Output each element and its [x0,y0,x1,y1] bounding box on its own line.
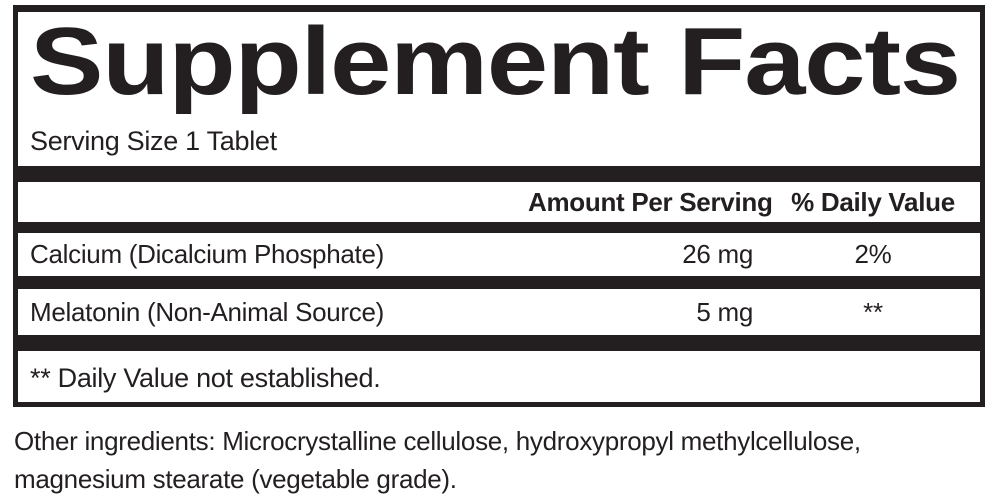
nutrient-daily-value: ** [863,296,883,327]
title-graphic [30,18,970,118]
table-header-row [18,182,980,222]
daily-value-footnote: ** Daily Value not established. [30,363,381,393]
supplement-facts-box [13,5,985,407]
other-ingredients-line-2: magnesium stearate (vegetable grade). [14,464,457,494]
supplement-label [0,5,1000,500]
title-block [18,18,980,118]
separator-bar-bottom [18,335,980,351]
serving-size: Serving Size 1 Tablet [30,126,277,156]
nutrient-amount: 5 mg [696,296,753,327]
other-ingredients-line-1: Other ingredients: Microcrystalline cellulose, hydroxypropyl methylcellulose, [14,426,861,456]
other-ingredients [14,422,994,498]
separator-bar-mid [18,276,980,289]
separator-bar-top [18,166,980,182]
table-row-melatonin [18,289,980,335]
table-row-calcium [18,233,980,276]
page-title: Supplement Facts [30,18,960,115]
nutrient-daily-value: 2% [854,239,892,269]
separator-bar-under-header [18,222,980,233]
header-percent-daily-value: % Daily Value [791,186,955,217]
nutrient-name: Melatonin (Non-Animal Source) [30,296,385,327]
header-amount-per-serving: Amount Per Serving [528,186,773,217]
nutrient-amount: 26 mg [682,239,753,269]
nutrient-name: Calcium (Dicalcium Phosphate) [30,239,384,269]
